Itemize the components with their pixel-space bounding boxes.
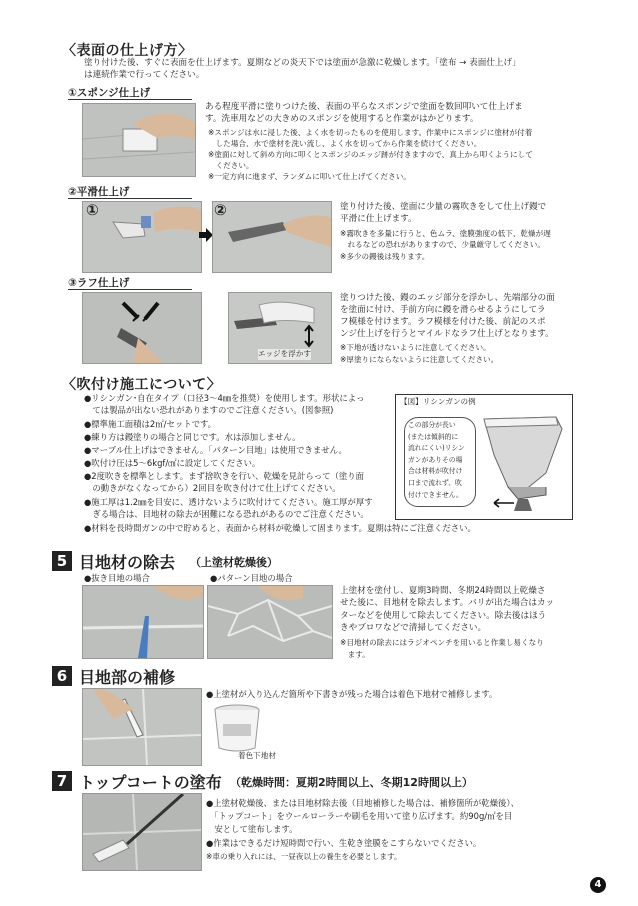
- sponge-note-1: ※スポンジは水に浸した後、よく水を切ったものを使用します。作業中にスポンジに塗材が付着: [208, 128, 533, 137]
- bucket-label: 着色下地材: [238, 751, 276, 760]
- surface-intro-2: は連続作業で行ってください。: [84, 70, 205, 80]
- smooth-title: ②平滑仕上げ: [68, 186, 130, 198]
- sec7-note: ※車の乗り入れには、一昼夜以上の養生を必要とします。: [206, 852, 402, 861]
- smooth-photo-1: [82, 201, 202, 273]
- section-sub-7: （乾燥時間：夏期2時間以上、冬期12時間以上）: [230, 776, 473, 789]
- joint-repair-photo: [82, 688, 202, 766]
- callout-line-3: 流れにくい)リシン: [408, 444, 465, 453]
- spray-bullet-7: ●2度吹きを標準とします。まず捨吹きを行い、乾燥を見計らって（塗り面: [84, 471, 364, 481]
- smooth-step-2: ②: [214, 201, 227, 219]
- rough-photo-label: エッジを浮かす: [258, 349, 312, 358]
- rough-note-1: ※下地が透けないように注意してください。: [340, 343, 491, 352]
- sec7-bullet-1: ●上塗材乾燥後、または目地材除去後（目地補修した場合は、補修箇所が乾燥後）、: [206, 798, 519, 808]
- rough-text-2: を塗面に付け、手前方向に鏝を滑らせるようにしてラ: [340, 305, 546, 315]
- callout-line-1: この部分が長い: [408, 421, 456, 429]
- smooth-note-3: ※多少の鏝後は残ります。: [340, 252, 430, 261]
- smooth-step-1: ①: [86, 201, 99, 219]
- smooth-note-1: ※霧吹きを多量に行うと、色ムラ、塗膜強度の低下、乾燥が遅: [340, 229, 551, 238]
- sponge-photo: [82, 103, 196, 177]
- spray-bullet-6: ●吹付け圧は5～6kgf/㎠に設定してください。: [84, 458, 261, 468]
- callout-line-5: 合は材料が吹付け: [408, 467, 463, 476]
- smooth-text-1: 塗り付けた後、塗面に少量の霧吹きをして仕上げ鏝で: [340, 202, 547, 212]
- smooth-photo-2: [212, 201, 332, 273]
- section-title-spray: 〈吹付け施工について〉: [62, 377, 222, 393]
- sec6-text: ●上塗材が入り込んだ箇所や下書きが残った場合は着色下地材で補修します。: [206, 689, 498, 699]
- smooth-text-2: 平滑に仕上げます。: [340, 214, 417, 224]
- spray-bullet-10: ぎる場合は、目地材の除去が困難になる恐れがあるのでご注意ください。: [84, 509, 369, 519]
- figure-caption: 【図】リシンガンの例: [400, 397, 476, 406]
- spray-bullet-8: の動きがなくなってから）2回目を吹き付けて仕上げてください。: [84, 483, 341, 493]
- rough-text-3: フ模様を付けます。ラフ模様を付けた後、前記のスポ: [340, 317, 546, 327]
- smooth-note-2: れるなどの恐れがありますので、少量厳守してください。: [340, 240, 545, 249]
- section-title-5: 目地材の除去: [79, 553, 176, 572]
- sponge-text-1: ある程度平滑に塗りつけた後、表面の平らなスポンジで塗面を数回叩いて仕上げま: [205, 102, 523, 112]
- sponge-note-5: ※一定方向に進まず、ランダムに叩いて仕上げてください。: [208, 172, 411, 181]
- spray-bullet-4: ●練り方は鏝塗りの場合と同じです。水は添加しません。: [84, 432, 301, 442]
- sponge-note-2: した場合、水で塗材を洗い流し、よく水を切ってから作業を続けてください。: [208, 139, 482, 148]
- spray-bullet-2: ては製品が出ない恐れがありますのでご注意ください。(図参照): [84, 405, 334, 415]
- sec5-text-2: せた後に、目地材を除去します。バリが出た場合はカッ: [340, 598, 555, 608]
- spray-bullet-11: ●材料を長時間ガンの中で貯めると、表面から材料が乾燥して固まります。夏期は特にご注意ください。: [84, 523, 476, 533]
- label-nuki-meji: ●抜き目地の場合: [84, 573, 150, 583]
- sponge-underline: [68, 99, 192, 100]
- section-number-5: 5: [52, 551, 72, 571]
- callout-line-7: 付けできません。: [408, 490, 463, 499]
- spray-bullet-1: ●リシンガン･自在タイプ（口径3～4㎜を推奨）を使用します。形状によっ: [84, 393, 365, 403]
- callout-line-6: 口まで流れず、吹: [408, 478, 462, 487]
- spray-bullet-9: ●施工厚は1.2㎜を目安に、透けないように吹付けてください。施工厚が厚す: [84, 497, 373, 507]
- joint-removal-photo-1: [82, 585, 204, 659]
- rough-text-4: ンジ仕上げを行うとマイルドなラフ仕上げとなります。: [340, 329, 554, 339]
- page-number: 4: [590, 877, 606, 893]
- section-number-6: 6: [52, 666, 72, 686]
- surface-intro-1: 塗り付けた後、すぐに表面を仕上げます。夏期などの炎天下では塗面が急激に乾燥します。「塗布 → 表面仕上げ」: [84, 58, 521, 68]
- label-pattern-meji: ●パターン目地の場合: [210, 573, 293, 583]
- sponge-note-3: ※塗面に対して斜め方向に叩くとスポンジのエッジ跡が付きますので、真上から叩くようにして: [208, 150, 533, 159]
- sponge-title: ①スポンジ仕上げ: [68, 87, 151, 99]
- spray-gun-figure: [395, 394, 573, 520]
- sec7-bullet-4: ●作業はできるだけ短時間で行い、生乾き塗膜をこすらないでください。: [206, 838, 482, 848]
- sec5-note-2: ます。: [340, 650, 370, 659]
- section-title-surface: 〈表面の仕上げ方〉: [62, 43, 193, 59]
- section-sub-5: （上塗材乾燥後）: [190, 556, 278, 569]
- arrow-right-icon: [199, 228, 213, 242]
- rough-title: ③ラフ仕上げ: [68, 277, 130, 289]
- section-title-6: 目地部の補修: [79, 668, 176, 687]
- rough-note-2: ※厚塗りにならないように注意してください。: [340, 355, 499, 364]
- smooth-underline: [68, 198, 192, 199]
- callout-line-4: ガンがありその場: [408, 455, 463, 464]
- spray-bullet-3: ●標準施工面積は2㎡/セットです。: [84, 419, 217, 429]
- paint-bucket-image: [211, 702, 263, 754]
- sponge-note-4: ください。: [208, 161, 254, 170]
- section-number-7: 7: [52, 771, 72, 791]
- sponge-text-2: す。洗車用などの大きめのスポンジを使用すると作業がはかどります。: [205, 114, 479, 124]
- sec5-text-4: きやブロワなどで清掃してください。: [340, 623, 487, 633]
- sec7-bullet-2: 「トップコート」をウールローラーや刷毛を用いて塗り広げます。約90g/㎡を目: [206, 811, 513, 821]
- callout-line-2: (または傾斜的に: [408, 432, 459, 441]
- section-title-7: トップコートの塗布: [79, 773, 222, 792]
- figure-callout-text: [408, 420, 465, 501]
- topcoat-photo: [82, 793, 202, 871]
- sec5-note-1: ※目地材の除去にはラジオペンチを用いると作業し易くなり: [340, 638, 544, 647]
- rough-photo-1: [82, 292, 202, 364]
- spray-bullet-5: ●マーブル仕上げはできません。「パターン目地」は使用できません。: [84, 445, 347, 455]
- sec5-text-3: ターなどを使用して除去してください。除去後はほう: [340, 611, 547, 621]
- sec5-text-1: 上塗材を塗付し、夏期3時間、冬期24時間以上乾燥さ: [340, 586, 546, 596]
- joint-removal-photo-2: [207, 585, 333, 659]
- rough-text-1: 塗りつけた後、鏝のエッジ部分を浮かし、先端部分の面: [340, 293, 555, 303]
- sec7-bullet-3: 安として塗布します。: [206, 824, 298, 834]
- rough-underline: [68, 289, 192, 290]
